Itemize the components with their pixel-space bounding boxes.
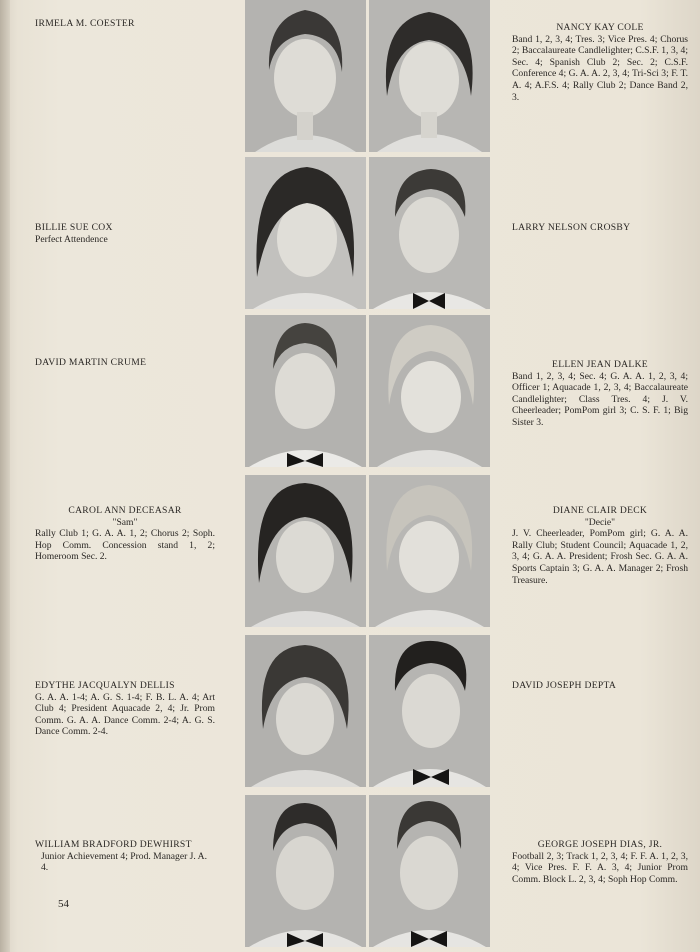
portrait-photo-deceasar <box>245 475 366 627</box>
student-text-coester <box>35 18 235 30</box>
student-text-crosby <box>512 222 688 234</box>
portrait-photo-cox <box>245 157 366 309</box>
student-text-dalke <box>512 359 688 429</box>
portrait-photo-dalke <box>369 315 490 467</box>
student-name: DIANE CLAIR DECK <box>552 505 648 516</box>
student-nickname: "Decie" <box>584 516 616 528</box>
student-name: DAVID JOSEPH DEPTA <box>512 680 617 691</box>
student-text-deceasar <box>35 505 215 563</box>
portrait-photo-depta <box>369 635 490 787</box>
student-activities: Band 1, 2, 3, 4; Tres. 3; Vice Pres. 4; Chorus 2; Baccalaureate Candlelighter; C.S.F. 1, 3, 4; Sec. 4; Spanish Club 2; Sec. 2; C.S.F. Conference 4; G. A. A. 2, 3, 4; Tri-Sci 3; F. T. A. 4; A.F.S. 4; Rally Club 2; Dance Band 2, 3. <box>512 33 688 103</box>
student-activities: Rally Club 1; G. A. A. 1, 2; Chorus 2; Soph. Hop Comm. Concession stand 1, 2; Homeroom Sec. 2. <box>35 528 215 563</box>
student-activities: Perfect Attendence <box>35 233 108 245</box>
student-name: CAROL ANN DECEASAR <box>68 505 182 516</box>
page-binding-shadow <box>0 0 10 952</box>
student-name: DAVID MARTIN CRUME <box>35 357 147 368</box>
student-name: BILLIE SUE COX <box>35 222 113 233</box>
student-text-dewhirst <box>35 839 215 874</box>
portrait-photo-dias <box>369 795 490 947</box>
portrait-photo-dellis <box>245 635 366 787</box>
portrait-photo-crume <box>245 315 366 467</box>
student-text-dias <box>512 839 688 885</box>
student-activities: Band 1, 2, 3, 4; Sec. 4; G. A. A. 1, 2, 3, 4; Officer 1; Aquacade 1, 2, 3, 4; Baccalaureate Candlelighter; Class Tres. 4; J. V. Cheerleader; PomPom girl 3; C. S. F. 1; Big Sister 3. <box>512 370 688 428</box>
page-number: 54 <box>58 898 69 910</box>
student-name: WILLIAM BRADFORD DEWHIRST <box>35 839 192 850</box>
student-nickname: "Sam" <box>112 516 138 528</box>
student-text-cox <box>35 222 235 245</box>
student-text-cole <box>512 22 688 103</box>
student-text-dellis <box>35 680 215 738</box>
portrait-photo-crosby <box>369 157 490 309</box>
student-name: EDYTHE JACQUALYN DELLIS <box>35 680 175 691</box>
portrait-photo-coester <box>245 0 366 152</box>
portrait-photo-cole <box>369 0 490 152</box>
student-activities: J. V. Cheerleader, PomPom girl; G. A. A. Rally Club; Student Council; Aquacade 1, 2, 3, 4; G. A. A. President; Frosh Sec. G. A. A. Sports Captain 3; G. A. A. Manager 2; Frosh Treasure. <box>512 528 688 586</box>
portrait-photo-dewhirst <box>245 795 366 947</box>
student-activities: Junior Achievement 4; Prod. Manager J. A. 4. <box>41 850 207 874</box>
student-name: GEORGE JOSEPH DIAS, JR. <box>537 839 663 850</box>
student-name: NANCY KAY COLE <box>556 22 644 33</box>
student-activities: Football 2, 3; Track 1, 2, 3, 4; F. F. A. 1, 2, 3, 4; Vice Pres. F. F. A. 3, 4; Junior Prom Comm. Block L. 2, 3, 4; Soph Hop Comm. <box>512 850 688 885</box>
student-text-crume <box>35 357 235 369</box>
student-name: ELLEN JEAN DALKE <box>552 359 648 370</box>
student-text-deck <box>512 505 688 586</box>
student-text-depta <box>512 680 688 692</box>
student-name: LARRY NELSON CROSBY <box>512 222 631 233</box>
student-name: IRMELA M. COESTER <box>35 18 135 29</box>
student-activities: G. A. A. 1-4; A. G. S. 1-4; F. B. L. A. 4; Art Club 4; President Aquacade 2, 4; Jr. Prom Comm. G. A. A. Dance Comm. 2-4; A. G. S. Dance Comm. 2-4. <box>35 691 215 738</box>
portrait-photo-deck <box>369 475 490 627</box>
